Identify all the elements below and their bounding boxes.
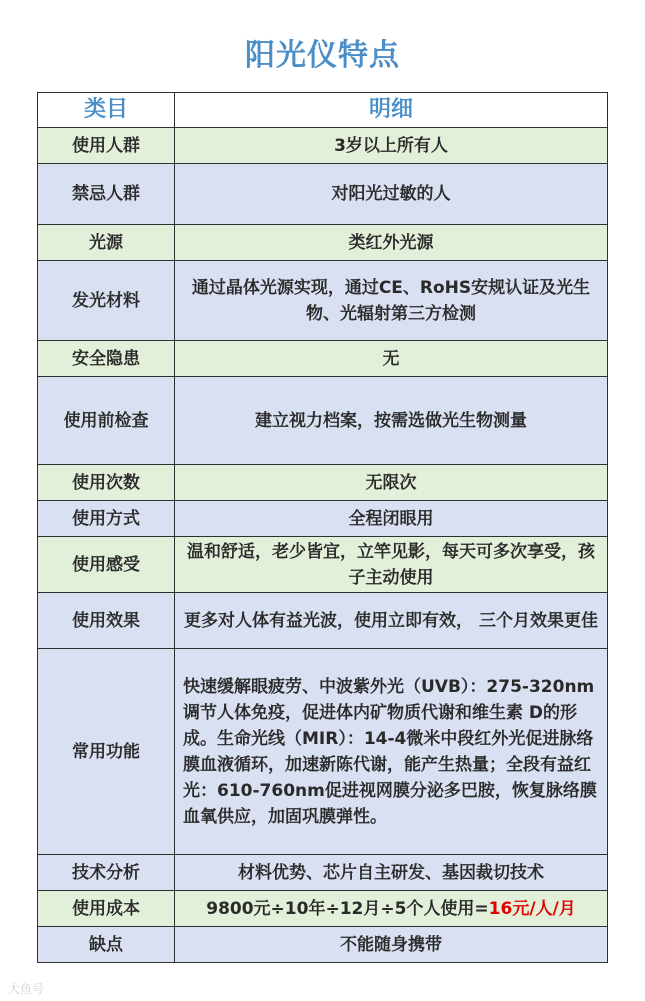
header-detail: 明细 <box>175 93 608 128</box>
row-detail: 温和舒适，老少皆宜，立竿见影，每天可多次享受，孩子主动使用 <box>175 537 608 593</box>
table-row <box>38 164 608 225</box>
row-category: 使用感受 <box>38 537 175 593</box>
table-row <box>38 377 608 465</box>
table-row <box>38 537 608 593</box>
table-row <box>38 927 608 963</box>
row-detail: 材料优势、芯片自主研发、基因裁切技术 <box>175 855 608 891</box>
table-row <box>38 225 608 261</box>
row-detail: 3岁以上所有人 <box>175 128 608 164</box>
row-detail: 建立视力档案，按需选做光生物测量 <box>175 377 608 465</box>
row-category: 使用效果 <box>38 593 175 649</box>
row-category: 光源 <box>38 225 175 261</box>
row-category: 安全隐患 <box>38 341 175 377</box>
table-row <box>38 128 608 164</box>
row-detail: 更多对人体有益光波，使用立即有效， 三个月效果更佳 <box>175 593 608 649</box>
row-detail: 通过晶体光源实现，通过CE、RoHS安规认证及光生物、光辐射第三方检测 <box>175 261 608 341</box>
table-row <box>38 649 608 855</box>
row-detail: 不能随身携带 <box>175 927 608 963</box>
table-row <box>38 891 608 927</box>
table-row <box>38 593 608 649</box>
cost-highlight: 16元/人/月 <box>488 898 576 919</box>
row-category: 技术分析 <box>38 855 175 891</box>
row-detail: 无限次 <box>175 465 608 501</box>
table-row <box>38 855 608 891</box>
row-detail <box>175 891 608 927</box>
row-category: 缺点 <box>38 927 175 963</box>
row-category: 使用方式 <box>38 501 175 537</box>
row-category: 使用前检查 <box>38 377 175 465</box>
row-category: 发光材料 <box>38 261 175 341</box>
cost-formula: 9800元÷10年÷12月÷5个人使用= <box>206 898 489 919</box>
table-row <box>38 341 608 377</box>
feature-table <box>37 92 608 963</box>
row-detail: 类红外光源 <box>175 225 608 261</box>
table-row <box>38 465 608 501</box>
table-row <box>38 261 608 341</box>
row-detail: 全程闭眼用 <box>175 501 608 537</box>
page-title: 阳光仪特点 <box>245 38 400 73</box>
row-detail: 快速缓解眼疲劳、中波紫外光（UVB）：275-320nm调节人体免疫，促进体内矿物质代谢和维生素 D的形成。生命光线（MIR）：14-4微米中段红外光促进脉络膜血液循环，加速新陈代谢，能产生热量；全段有益红光：610-760nm促进视网膜分泌多巴胺，恢复脉络膜血氧供应，加固巩膜弹性。 <box>175 649 608 855</box>
table-row <box>38 501 608 537</box>
row-detail: 对阳光过敏的人 <box>175 164 608 225</box>
row-category: 使用次数 <box>38 465 175 501</box>
row-category: 常用功能 <box>38 649 175 855</box>
row-category: 禁忌人群 <box>38 164 175 225</box>
row-detail: 无 <box>175 341 608 377</box>
row-category: 使用成本 <box>38 891 175 927</box>
table-header-row <box>38 93 608 128</box>
header-category: 类目 <box>38 93 175 128</box>
watermark: 大鱼号 <box>8 982 45 996</box>
row-category: 使用人群 <box>38 128 175 164</box>
